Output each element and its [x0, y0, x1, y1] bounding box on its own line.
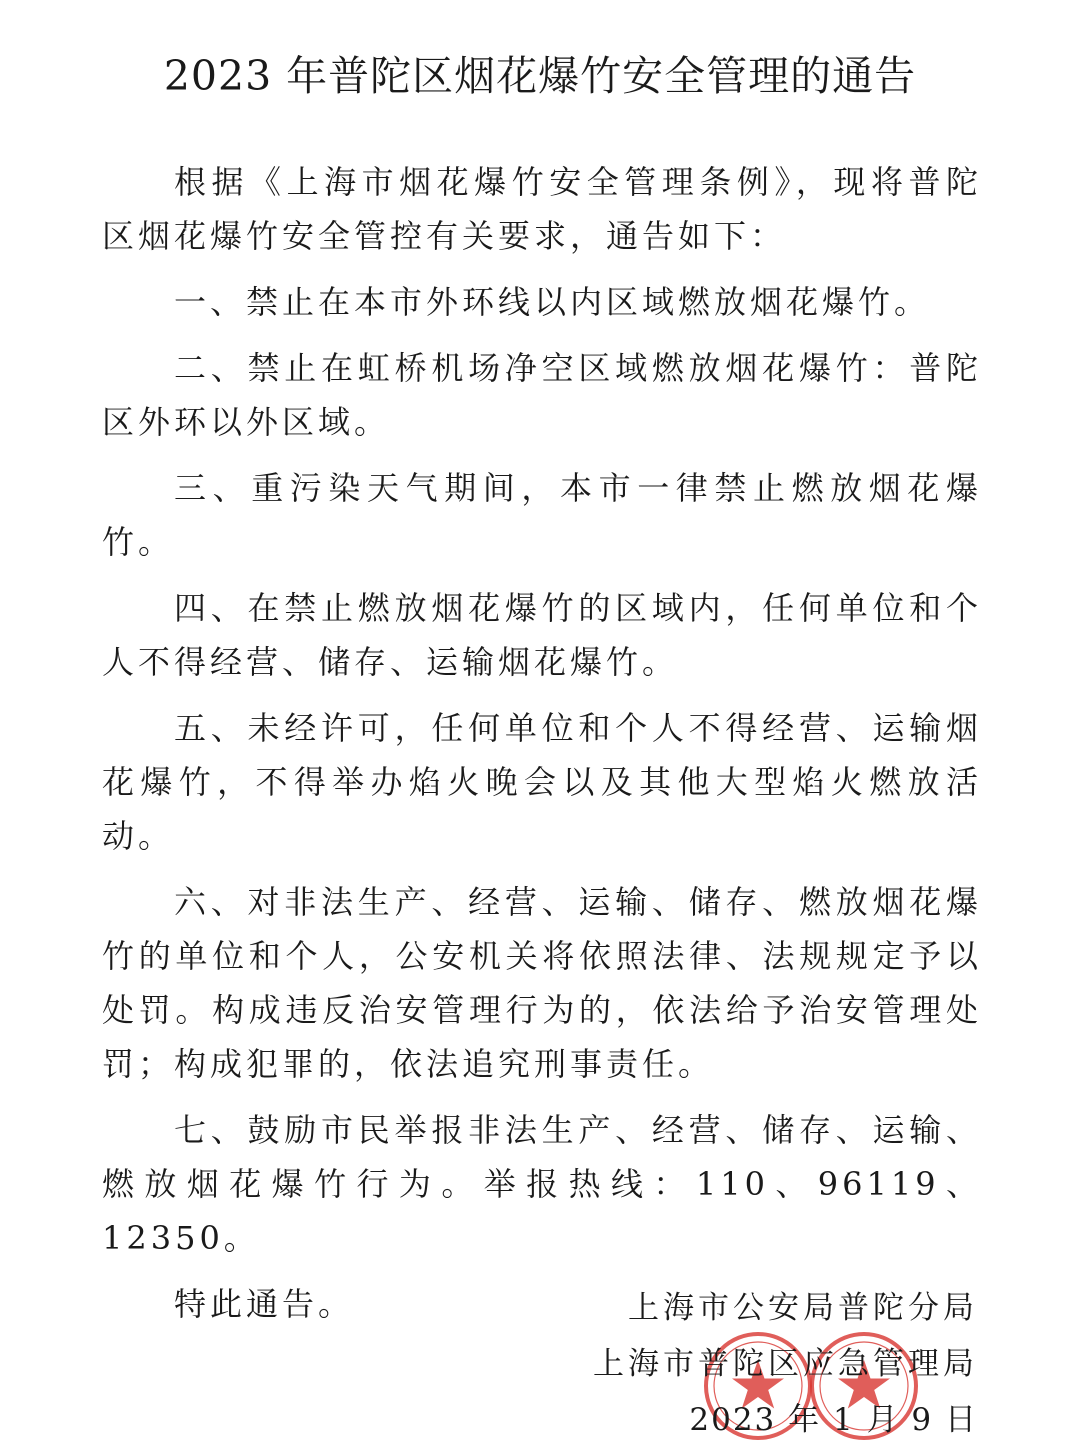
closing-line: 特此通告。 — [174, 1285, 355, 1323]
rule-7-paragraph: 七、鼓励市民举报非法生产、经营、储存、运输、燃放烟花爆竹行为。举报热线：110、96119、12350。 — [102, 1111, 982, 1257]
rule-4-paragraph: 四、在禁止燃放烟花爆竹的区域内，任何单位和个人不得经营、储存、运输烟花爆竹。 — [102, 589, 982, 681]
notice-body — [102, 155, 982, 1331]
notice-title: 2023 年普陀区烟花爆竹安全管理的通告 — [163, 52, 917, 100]
rule-3-paragraph: 三、重污染天气期间，本市一律禁止燃放烟花爆竹。 — [102, 469, 982, 561]
signature-block — [593, 1280, 978, 1448]
issuer-emergency-bureau: 上海市普陀区应急管理局 — [593, 1346, 978, 1382]
intro-paragraph: 根据《上海市烟花爆竹安全管理条例》，现将普陀区烟花爆竹安全管控有关要求，通告如下： — [102, 163, 982, 255]
rule-2-paragraph: 二、禁止在虹桥机场净空区域燃放烟花爆竹：普陀区外环以外区域。 — [102, 349, 982, 441]
rule-6-paragraph: 六、对非法生产、经营、运输、储存、燃放烟花爆竹的单位和个人，公安机关将依照法律、法规规定予以处罚。构成违反治安管理行为的，依法给予治安管理处罚；构成犯罪的，依法追究刑事责任。 — [102, 883, 982, 1083]
issuer-police-bureau: 上海市公安局普陀分局 — [628, 1290, 978, 1326]
rule-1-paragraph: 一、禁止在本市外环线以内区域燃放烟花爆竹。 — [174, 283, 931, 321]
issue-date: 2023 年 1 月 9 日 — [689, 1402, 978, 1438]
rule-5-paragraph: 五、未经许可，任何单位和个人不得经营、运输烟花爆竹，不得举办焰火晚会以及其他大型焰火燃放活动。 — [102, 709, 982, 855]
